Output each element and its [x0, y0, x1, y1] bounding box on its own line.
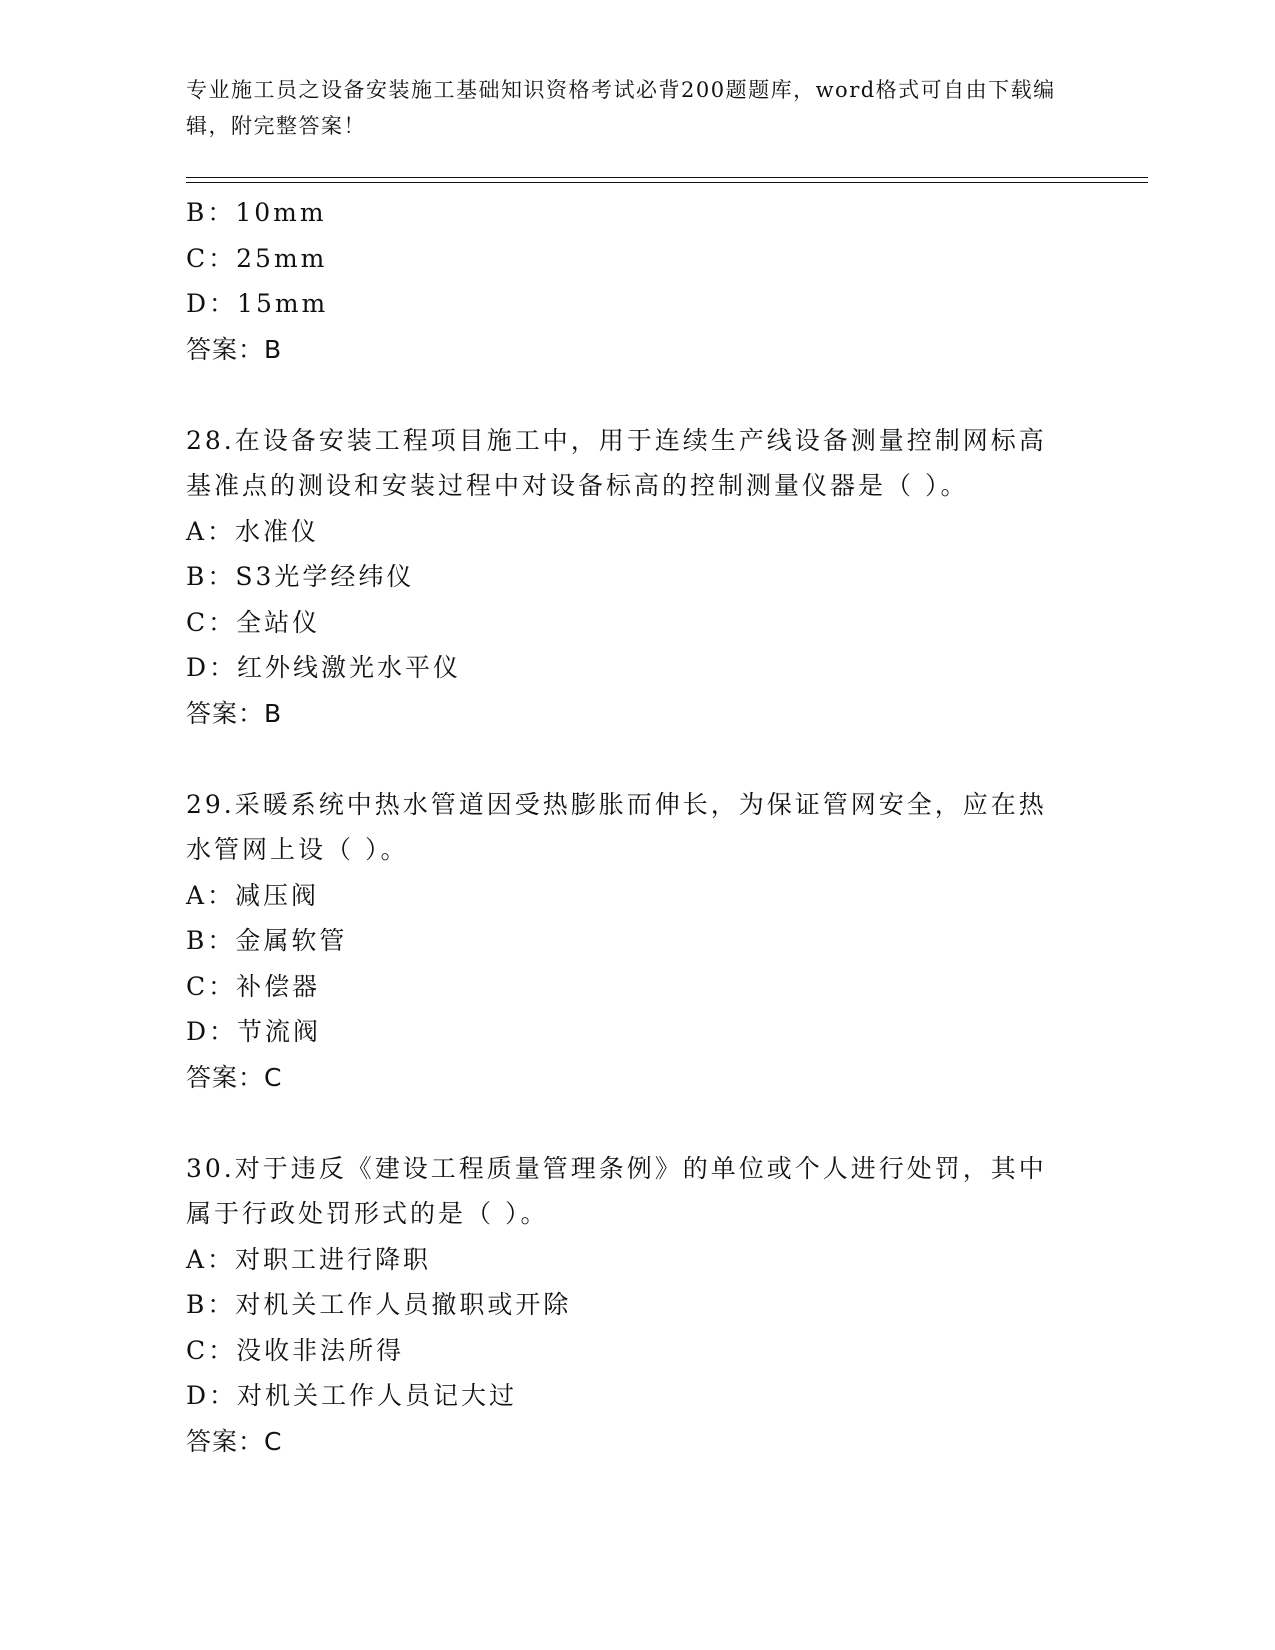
question-29: [186, 782, 1086, 1101]
option-b: B：对机关工作人员撤职或开除: [186, 1290, 572, 1319]
option-d: D：15mm: [186, 289, 329, 318]
question-30: [186, 1146, 1086, 1465]
option-b: B：金属软管: [186, 926, 348, 955]
option-d: D：节流阀: [186, 1017, 322, 1046]
question-stem: 28.在设备安装工程项目施工中，用于连续生产线设备测量控制网标高: [186, 425, 1047, 455]
option-a: A：减压阀: [186, 880, 320, 910]
answer-line: 答案：B: [186, 698, 283, 728]
answer-line: 答案：B: [186, 334, 283, 364]
question-stem: 29.采暖系统中热水管道因受热膨胀而伸长，为保证管网安全，应在热: [186, 789, 1047, 819]
question-stem-continued: 基准点的测设和安装过程中对设备标高的控制测量仪器是（ ）。: [186, 471, 969, 500]
option-b: B：S3光学经纬仪: [186, 562, 415, 591]
option-d: D：红外线激光水平仪: [186, 653, 462, 682]
option-b: B：10mm: [186, 198, 327, 227]
option-a: A：对职工进行降职: [186, 1244, 432, 1274]
option-d: D：对机关工作人员记大过: [186, 1381, 518, 1410]
question-stem: 30.对于违反《建设工程质量管理条例》的单位或个人进行处罚，其中: [186, 1153, 1047, 1183]
question-content: [186, 190, 1086, 1464]
document-header: [186, 72, 1066, 144]
question-27-tail: [186, 190, 1086, 372]
option-a: A：水准仪: [186, 516, 320, 546]
header-rule-bottom: [186, 182, 1148, 183]
answer-line: 答案：C: [186, 1062, 283, 1092]
question-stem-continued: 属于行政处罚形式的是（ ）。: [186, 1199, 549, 1228]
document-title: 专业施工员之设备安装施工基础知识资格考试必背200题题库，word格式可自由下载编辑，附完整答案！: [186, 78, 1056, 138]
option-c: C：全站仪: [186, 607, 321, 637]
option-c: C：25mm: [186, 243, 328, 273]
option-c: C：补偿器: [186, 971, 321, 1001]
header-rule-top: [186, 177, 1148, 178]
option-c: C：没收非法所得: [186, 1335, 405, 1365]
answer-line: 答案：C: [186, 1426, 283, 1456]
question-stem-continued: 水管网上设（ ）。: [186, 835, 409, 864]
question-28: [186, 418, 1086, 737]
